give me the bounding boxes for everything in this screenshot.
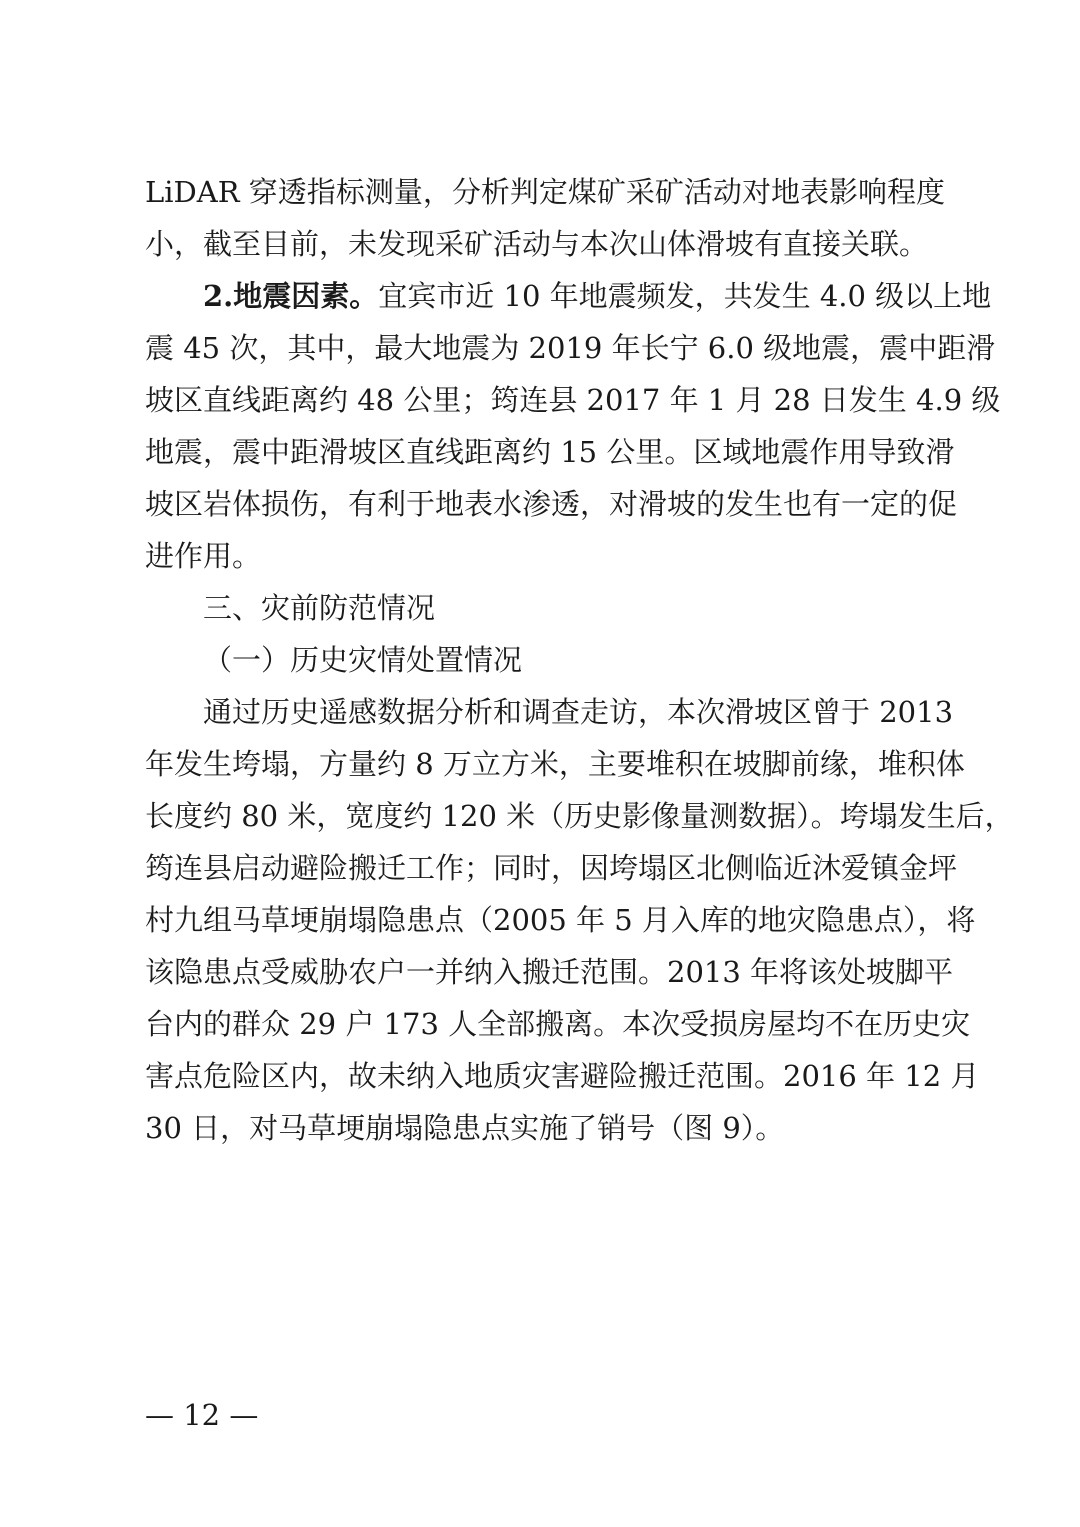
text-line: 30 日，对马草埂崩塌隐患点实施了销号（图 9）。 (145, 1111, 785, 1145)
earthquake-label: 2.地震因素。 (203, 279, 379, 313)
text-line: 通过历史遥感数据分析和调查走访，本次滑坡区曾于 2013 (203, 695, 954, 729)
body-text (145, 166, 1014, 1154)
earthquake-paragraph-first-line (145, 270, 992, 322)
text-line: 坡区直线距离约 48 公里；筠连县 2017 年 1 月 28 日发生 4.9 级 (145, 383, 1001, 417)
text-line: 坡区岩体损伤，有利于地表水渗透，对滑坡的发生也有一定的促 (145, 487, 958, 521)
subsection-heading: （一）历史灾情处置情况 (203, 643, 523, 677)
text-line: 村九组马草埂崩塌隐患点（2005 年 5 月入库的地灾隐患点），将 (145, 903, 976, 937)
text-line: 害点危险区内，故未纳入地质灾害避险搬迁范围。2016 年 12 月 (145, 1059, 980, 1093)
text-line: 该隐患点受威胁农户一并纳入搬迁范围。2013 年将该处坡脚平 (145, 955, 954, 989)
text-line: 长度约 80 米，宽度约 120 米（历史影像量测数据）。垮塌发生后， (145, 799, 1014, 833)
text-line: 年发生垮塌，方量约 8 万立方米，主要堆积在坡脚前缘，堆积体 (145, 747, 965, 781)
text-line: 台内的群众 29 户 173 人全部搬离。本次受损房屋均不在历史灾 (145, 1007, 971, 1041)
section-heading: 三、灾前防范情况 (203, 591, 436, 625)
text-line: LiDAR 穿透指标测量，分析判定煤矿采矿活动对地表影响程度 (145, 175, 945, 209)
page-number: — 12 — (145, 1398, 259, 1432)
earthquake-first-line-text: 宜宾市近 10 年地震频发，共发生 4.0 级以上地 (378, 279, 992, 313)
text-line: 震 45 次，其中，最大地震为 2019 年长宁 6.0 级地震，震中距滑 (145, 331, 996, 365)
text-line: 小，截至目前，未发现采矿活动与本次山体滑坡有直接关联。 (145, 227, 929, 261)
text-line: 进作用。 (145, 539, 262, 573)
text-line: 地震，震中距滑坡区直线距离约 15 公里。区域地震作用导致滑 (145, 435, 955, 469)
text-line: 筠连县启动避险搬迁工作；同时，因垮塌区北侧临近沐爱镇金坪 (145, 851, 958, 885)
